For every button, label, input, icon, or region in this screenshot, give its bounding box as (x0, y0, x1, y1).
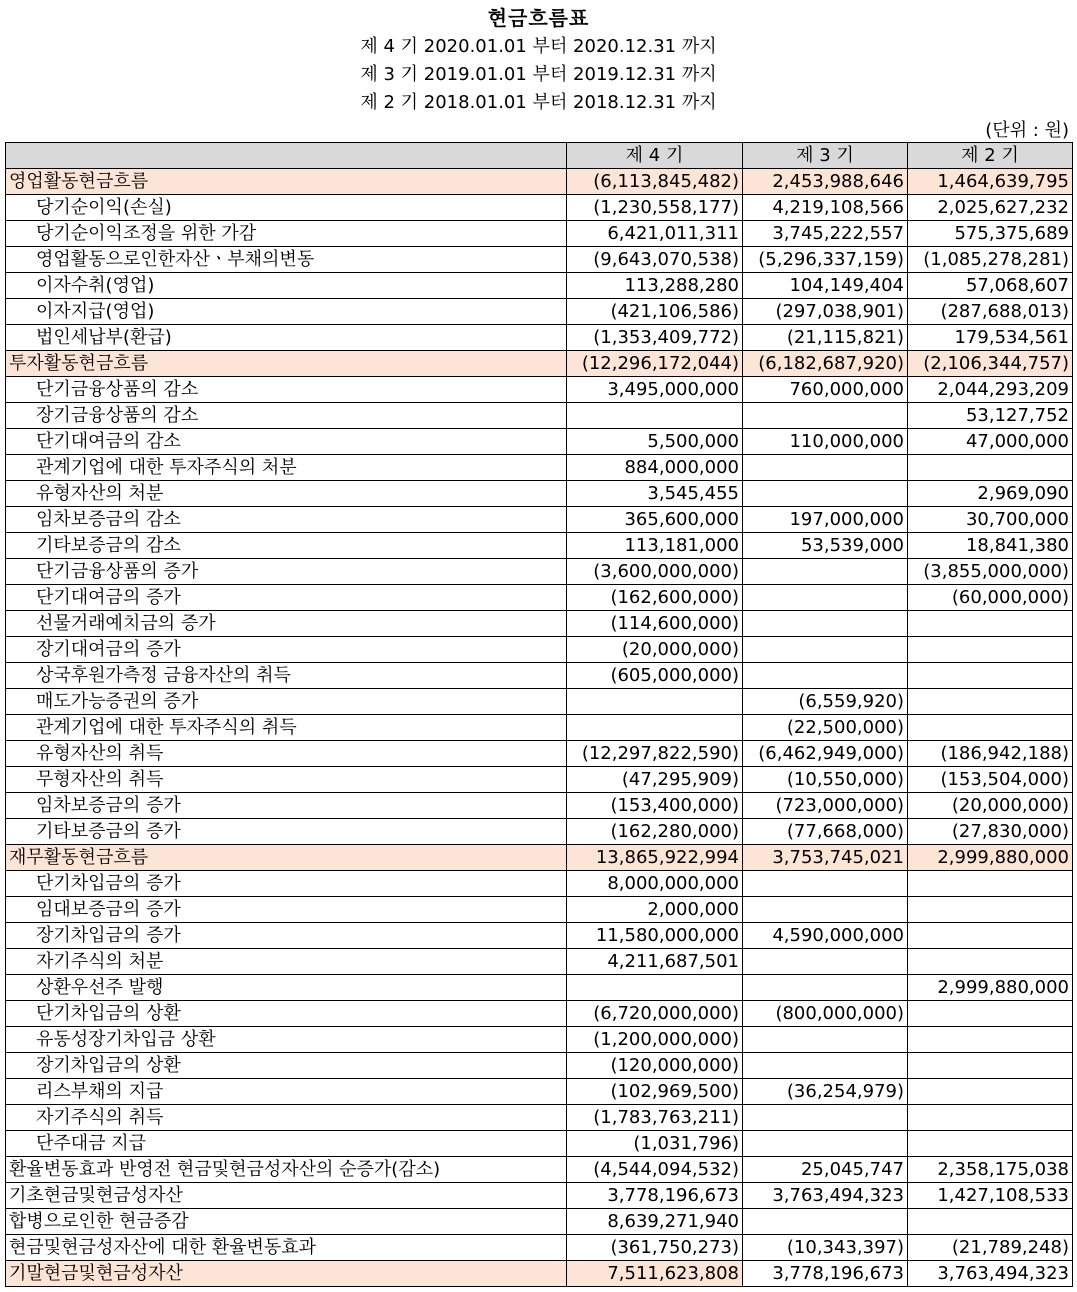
value-period-4: 2,000,000 (567, 897, 743, 923)
table-row (6, 559, 1073, 585)
value-period-2 (908, 871, 1073, 897)
value-period-4: 13,865,922,994 (567, 845, 743, 871)
value-period-4: 4,211,687,501 (567, 949, 743, 975)
value-period-4: (605,000,000) (567, 663, 743, 689)
value-period-2: (153,504,000) (908, 767, 1073, 793)
value-period-4: (1,031,796) (567, 1131, 743, 1157)
period-line-4: 제 4 기 2020.01.01 부터 2020.12.31 까지 (360, 36, 717, 57)
value-period-3: (297,038,901) (743, 299, 908, 325)
value-period-3 (743, 481, 908, 507)
value-period-4 (567, 689, 743, 715)
table-row (6, 455, 1073, 481)
value-period-2: 1,464,639,795 (908, 169, 1073, 195)
row-label: 법인세납부(환급) (6, 325, 567, 351)
value-period-2 (908, 611, 1073, 637)
value-period-2: 2,044,293,209 (908, 377, 1073, 403)
value-period-3: 3,753,745,021 (743, 845, 908, 871)
unit-label: (단위 : 원) (985, 120, 1069, 141)
value-period-3: (6,182,687,920) (743, 351, 908, 377)
row-label: 상국후원가측정 금융자산의 취득 (6, 663, 567, 689)
value-period-3: 3,745,222,557 (743, 221, 908, 247)
row-label: 장기차입금의 증가 (6, 923, 567, 949)
value-period-3: (6,462,949,000) (743, 741, 908, 767)
row-label: 자기주식의 처분 (6, 949, 567, 975)
value-period-3: 2,453,988,646 (743, 169, 908, 195)
value-period-2 (908, 1027, 1073, 1053)
value-period-2: (1,085,278,281) (908, 247, 1073, 273)
value-period-4: (1,230,558,177) (567, 195, 743, 221)
table-row (6, 949, 1073, 975)
period-line-3: 제 3 기 2019.01.01 부터 2019.12.31 까지 (360, 64, 717, 85)
row-label: 임차보증금의 감소 (6, 507, 567, 533)
table-row (6, 247, 1073, 273)
value-period-3 (743, 897, 908, 923)
value-period-2: (27,830,000) (908, 819, 1073, 845)
row-label: 관계기업에 대한 투자주식의 처분 (6, 455, 567, 481)
table-row (6, 1131, 1073, 1157)
value-period-2: 2,025,627,232 (908, 195, 1073, 221)
row-label: 합병으로인한 현금증감 (6, 1209, 567, 1235)
table-row (6, 169, 1073, 195)
value-period-2 (908, 715, 1073, 741)
value-period-4: (1,783,763,211) (567, 1105, 743, 1131)
row-label: 단기금융상품의 감소 (6, 377, 567, 403)
value-period-4: (102,969,500) (567, 1079, 743, 1105)
row-label: 이자수취(영업) (6, 273, 567, 299)
table-row (6, 923, 1073, 949)
row-label: 당기순이익(손실) (6, 195, 567, 221)
table-row (6, 585, 1073, 611)
value-period-2: 53,127,752 (908, 403, 1073, 429)
row-label: 단기금융상품의 증가 (6, 559, 567, 585)
value-period-4: 7,511,623,808 (567, 1261, 743, 1287)
value-period-3: 197,000,000 (743, 507, 908, 533)
row-label: 단주대금 지급 (6, 1131, 567, 1157)
value-period-4: (153,400,000) (567, 793, 743, 819)
row-label: 기타보증금의 증가 (6, 819, 567, 845)
table-row (6, 897, 1073, 923)
row-label: 단기차입금의 상환 (6, 1001, 567, 1027)
value-period-4: (9,643,070,538) (567, 247, 743, 273)
value-period-4: (12,296,172,044) (567, 351, 743, 377)
value-period-2 (908, 949, 1073, 975)
value-period-2: 2,358,175,038 (908, 1157, 1073, 1183)
value-period-3: 4,219,108,566 (743, 195, 908, 221)
value-period-2 (908, 663, 1073, 689)
value-period-2: 2,999,880,000 (908, 845, 1073, 871)
value-period-3 (743, 663, 908, 689)
row-label: 유형자산의 처분 (6, 481, 567, 507)
value-period-3: (22,500,000) (743, 715, 908, 741)
value-period-3: 110,000,000 (743, 429, 908, 455)
value-period-3: 104,149,404 (743, 273, 908, 299)
row-label: 환율변동효과 반영전 현금및현금성자산의 순증가(감소) (6, 1157, 567, 1183)
table-row (6, 1183, 1073, 1209)
row-label: 단기차입금의 증가 (6, 871, 567, 897)
table-row (6, 637, 1073, 663)
value-period-3 (743, 637, 908, 663)
header-period-2: 제 2 기 (908, 143, 1073, 169)
value-period-3: (800,000,000) (743, 1001, 908, 1027)
row-label: 기말현금및현금성자산 (6, 1261, 567, 1287)
value-period-2: (186,942,188) (908, 741, 1073, 767)
value-period-4 (567, 403, 743, 429)
header-period-4: 제 4 기 (567, 143, 743, 169)
row-label: 임차보증금의 증가 (6, 793, 567, 819)
value-period-3: (5,296,337,159) (743, 247, 908, 273)
table-row (6, 689, 1073, 715)
value-period-2 (908, 1053, 1073, 1079)
statement-title: 현금흐름표 (487, 6, 590, 30)
table-row (6, 819, 1073, 845)
value-period-3 (743, 455, 908, 481)
value-period-4: (114,600,000) (567, 611, 743, 637)
table-row (6, 871, 1073, 897)
table-row (6, 273, 1073, 299)
table-row (6, 741, 1073, 767)
value-period-4: (12,297,822,590) (567, 741, 743, 767)
value-period-2: 57,068,607 (908, 273, 1073, 299)
value-period-2 (908, 923, 1073, 949)
value-period-4: (6,113,845,482) (567, 169, 743, 195)
value-period-4 (567, 715, 743, 741)
value-period-2 (908, 689, 1073, 715)
value-period-2 (908, 1001, 1073, 1027)
table-row (6, 1001, 1073, 1027)
value-period-3: 760,000,000 (743, 377, 908, 403)
value-period-2 (908, 1131, 1073, 1157)
value-period-3 (743, 949, 908, 975)
value-period-4: (421,106,586) (567, 299, 743, 325)
row-label: 관계기업에 대한 투자주식의 취득 (6, 715, 567, 741)
value-period-4: (20,000,000) (567, 637, 743, 663)
table-row (6, 1261, 1073, 1287)
table-row (6, 481, 1073, 507)
row-label: 재무활동현금흐름 (6, 845, 567, 871)
row-label: 현금및현금성자산에 대한 환율변동효과 (6, 1235, 567, 1261)
header-label-col (6, 143, 567, 169)
value-period-4: 8,000,000,000 (567, 871, 743, 897)
value-period-4: 8,639,271,940 (567, 1209, 743, 1235)
table-row (6, 1209, 1073, 1235)
table-row (6, 715, 1073, 741)
value-period-3 (743, 1131, 908, 1157)
value-period-3: (77,668,000) (743, 819, 908, 845)
row-label: 영업활동현금흐름 (6, 169, 567, 195)
table-row (6, 325, 1073, 351)
row-label: 자기주식의 취득 (6, 1105, 567, 1131)
row-label: 장기금융상품의 감소 (6, 403, 567, 429)
value-period-3: (10,550,000) (743, 767, 908, 793)
value-period-4: 11,580,000,000 (567, 923, 743, 949)
header-period-3: 제 3 기 (743, 143, 908, 169)
row-label: 상환우선주 발행 (6, 975, 567, 1001)
table-row (6, 1053, 1073, 1079)
table-row (6, 507, 1073, 533)
value-period-4: 3,778,196,673 (567, 1183, 743, 1209)
value-period-2: 2,969,090 (908, 481, 1073, 507)
table-row (6, 377, 1073, 403)
value-period-3 (743, 585, 908, 611)
value-period-3 (743, 403, 908, 429)
value-period-3: 4,590,000,000 (743, 923, 908, 949)
value-period-3: 3,778,196,673 (743, 1261, 908, 1287)
value-period-4: (162,280,000) (567, 819, 743, 845)
value-period-4: (361,750,273) (567, 1235, 743, 1261)
value-period-3: 53,539,000 (743, 533, 908, 559)
table-row (6, 663, 1073, 689)
value-period-2 (908, 1209, 1073, 1235)
value-period-4 (567, 975, 743, 1001)
row-label: 매도가능증권의 증가 (6, 689, 567, 715)
value-period-3: 3,763,494,323 (743, 1183, 908, 1209)
row-label: 장기차입금의 상환 (6, 1053, 567, 1079)
row-label: 무형자산의 취득 (6, 767, 567, 793)
value-period-2: (60,000,000) (908, 585, 1073, 611)
table-row (6, 221, 1073, 247)
row-label: 선물거래예치금의 증가 (6, 611, 567, 637)
table-row (6, 1157, 1073, 1183)
value-period-4: (6,720,000,000) (567, 1001, 743, 1027)
table-row (6, 845, 1073, 871)
value-period-3 (743, 611, 908, 637)
table-row (6, 351, 1073, 377)
value-period-3: (36,254,979) (743, 1079, 908, 1105)
value-period-4: 3,545,455 (567, 481, 743, 507)
row-label: 영업활동으로인한자산ㆍ부채의변동 (6, 247, 567, 273)
value-period-3 (743, 871, 908, 897)
table-row (6, 1235, 1073, 1261)
table-row (6, 195, 1073, 221)
table-row (6, 793, 1073, 819)
value-period-4: 113,288,280 (567, 273, 743, 299)
row-label: 투자활동현금흐름 (6, 351, 567, 377)
value-period-2: (287,688,013) (908, 299, 1073, 325)
value-period-3: 25,045,747 (743, 1157, 908, 1183)
value-period-2: 2,999,880,000 (908, 975, 1073, 1001)
row-label: 단기대여금의 감소 (6, 429, 567, 455)
value-period-4: (4,544,094,532) (567, 1157, 743, 1183)
table-row (6, 611, 1073, 637)
value-period-3 (743, 1105, 908, 1131)
period-line-2: 제 2 기 2018.01.01 부터 2018.12.31 까지 (360, 92, 717, 113)
value-period-4: 6,421,011,311 (567, 221, 743, 247)
value-period-4: (162,600,000) (567, 585, 743, 611)
value-period-2: 3,763,494,323 (908, 1261, 1073, 1287)
value-period-3 (743, 1053, 908, 1079)
row-label: 기초현금및현금성자산 (6, 1183, 567, 1209)
row-label: 리스부채의 지급 (6, 1079, 567, 1105)
value-period-2 (908, 1105, 1073, 1131)
value-period-3: (6,559,920) (743, 689, 908, 715)
value-period-4: 113,181,000 (567, 533, 743, 559)
value-period-4: 3,495,000,000 (567, 377, 743, 403)
table-row (6, 1027, 1073, 1053)
value-period-4: 884,000,000 (567, 455, 743, 481)
value-period-2: (21,789,248) (908, 1235, 1073, 1261)
value-period-2: 575,375,689 (908, 221, 1073, 247)
row-label: 유동성장기차입금 상환 (6, 1027, 567, 1053)
value-period-4: (3,600,000,000) (567, 559, 743, 585)
table-header-row (6, 143, 1073, 169)
table-row (6, 1105, 1073, 1131)
value-period-3 (743, 1209, 908, 1235)
cash-flow-table (5, 142, 1073, 1287)
value-period-2 (908, 455, 1073, 481)
value-period-3 (743, 975, 908, 1001)
value-period-3 (743, 1027, 908, 1053)
value-period-2 (908, 897, 1073, 923)
row-label: 임대보증금의 증가 (6, 897, 567, 923)
table-row (6, 299, 1073, 325)
table-row (6, 767, 1073, 793)
value-period-4: (120,000,000) (567, 1053, 743, 1079)
value-period-2 (908, 637, 1073, 663)
row-label: 기타보증금의 감소 (6, 533, 567, 559)
value-period-2: (20,000,000) (908, 793, 1073, 819)
value-period-2: 18,841,380 (908, 533, 1073, 559)
table-row (6, 1079, 1073, 1105)
value-period-4: (1,200,000,000) (567, 1027, 743, 1053)
value-period-4: 5,500,000 (567, 429, 743, 455)
value-period-3: (10,343,397) (743, 1235, 908, 1261)
value-period-2: 30,700,000 (908, 507, 1073, 533)
value-period-4: 365,600,000 (567, 507, 743, 533)
value-period-3: (723,000,000) (743, 793, 908, 819)
row-label: 이자지급(영업) (6, 299, 567, 325)
row-label: 장기대여금의 증가 (6, 637, 567, 663)
row-label: 유형자산의 취득 (6, 741, 567, 767)
value-period-2: (2,106,344,757) (908, 351, 1073, 377)
value-period-4: (47,295,909) (567, 767, 743, 793)
value-period-2: 47,000,000 (908, 429, 1073, 455)
value-period-3: (21,115,821) (743, 325, 908, 351)
table-row (6, 403, 1073, 429)
table-row (6, 533, 1073, 559)
value-period-3 (743, 559, 908, 585)
table-row (6, 975, 1073, 1001)
table-row (6, 429, 1073, 455)
value-period-4: (1,353,409,772) (567, 325, 743, 351)
row-label: 당기순이익조정을 위한 가감 (6, 221, 567, 247)
value-period-2: 179,534,561 (908, 325, 1073, 351)
value-period-2 (908, 1079, 1073, 1105)
row-label: 단기대여금의 증가 (6, 585, 567, 611)
value-period-2: (3,855,000,000) (908, 559, 1073, 585)
value-period-2: 1,427,108,533 (908, 1183, 1073, 1209)
